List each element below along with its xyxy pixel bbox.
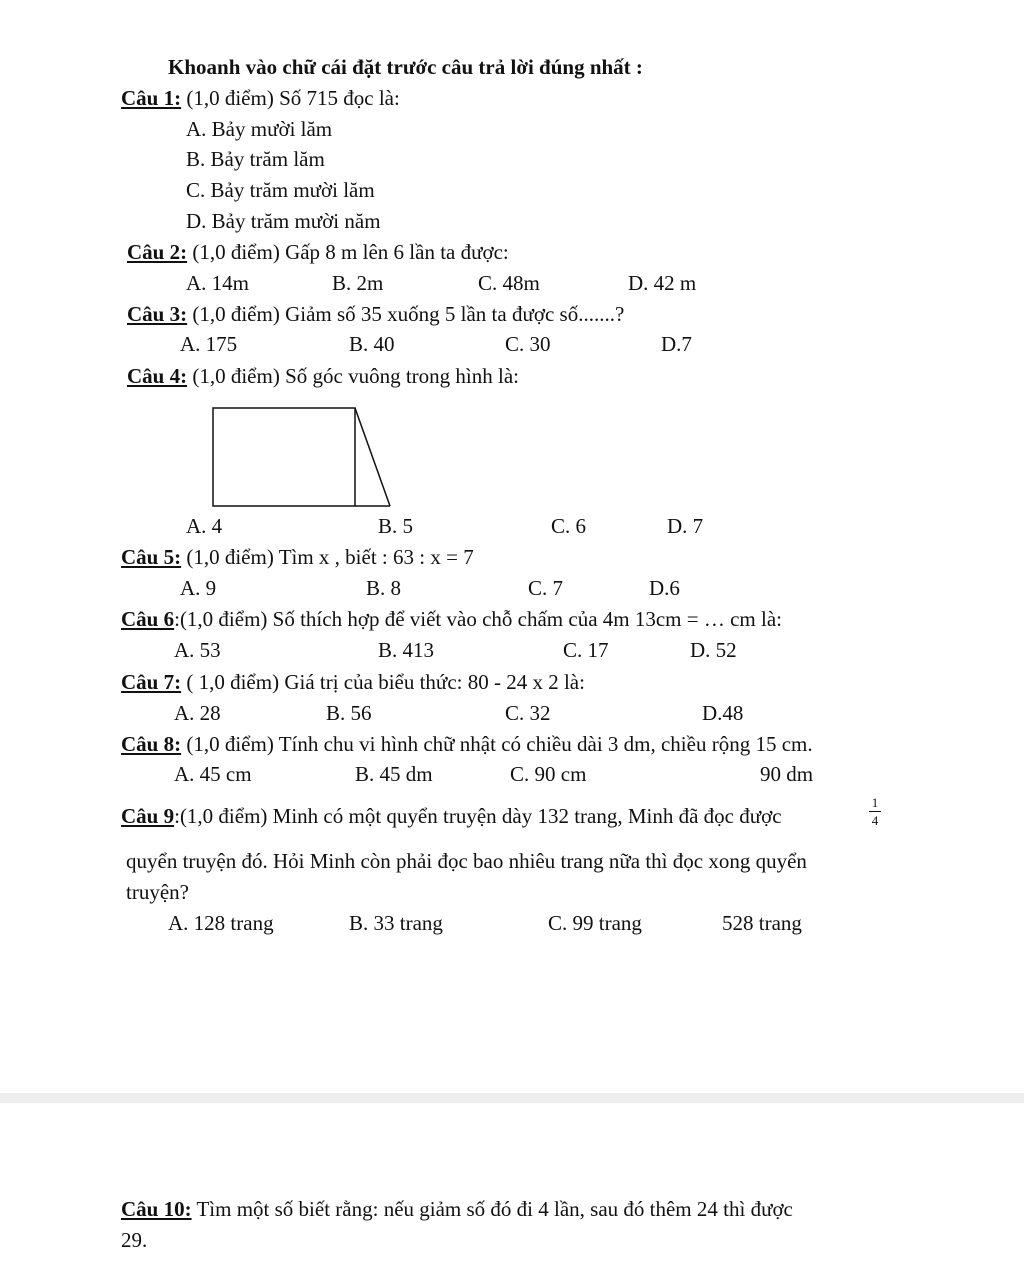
question-1-label: Câu 1: (121, 86, 182, 110)
q1-option-d: D. Bảy trăm mười năm (186, 209, 381, 233)
q5-option-c: C. 7 (528, 576, 564, 600)
q4-option-c: C. 6 (551, 514, 587, 538)
q3-option-a: A. 175 (180, 332, 238, 356)
question-8 (121, 734, 813, 755)
right-angle-figure (208, 404, 398, 510)
q9-option-c: C. 99 trang (548, 911, 642, 935)
figure-slanted-edge (355, 408, 390, 506)
q1-option-a: A. Bảy mười lăm (186, 117, 333, 141)
q8-option-b: B. 45 dm (355, 762, 433, 786)
question-10-text: Tìm một số biết rằng: nếu giảm số đó đi 4 lần, sau đó thêm 24 thì được (191, 1197, 793, 1221)
fraction-denominator: 4 (871, 813, 879, 828)
question-3 (127, 304, 624, 325)
question-7 (121, 672, 585, 693)
q2-option-d: D. 42 m (628, 271, 697, 295)
question-4-label: Câu 4: (127, 364, 188, 388)
question-9 (121, 806, 782, 827)
q7-option-b: B. 56 (326, 701, 372, 725)
q3-option-c: C. 30 (505, 332, 551, 356)
q5-option-a: A. 9 (180, 576, 217, 600)
q3-option-b: B. 40 (349, 332, 395, 356)
question-6-text: :(1,0 điểm) Số thích hợp để viết vào chỗ chấm của 4m 13cm = … cm là: (174, 607, 782, 631)
question-2 (127, 242, 509, 263)
q4-option-b: B. 5 (378, 514, 414, 538)
q1-option-b: B. Bảy trăm lăm (186, 147, 325, 171)
question-1 (121, 88, 400, 109)
page-separator (0, 1093, 1024, 1103)
question-10 (121, 1199, 793, 1220)
question-10-line-2: 29. (121, 1228, 148, 1252)
fraction-numerator: 1 (869, 796, 881, 812)
q5-option-d: D.6 (649, 576, 680, 600)
q1-option-c: C. Bảy trăm mười lăm (186, 178, 375, 202)
q5-option-b: B. 8 (366, 576, 402, 600)
q7-option-c: C. 32 (505, 701, 551, 725)
question-5-text: (1,0 điểm) Tìm x , biết : 63 : x = 7 (181, 545, 474, 569)
instruction-heading: Khoanh vào chữ cái đặt trước câu trả lời đúng nhất : (168, 55, 643, 79)
q4-option-d: D. 7 (667, 514, 704, 538)
question-5 (121, 547, 474, 568)
q4-option-a: A. 4 (186, 514, 223, 538)
question-9-text: :(1,0 điểm) Minh có một quyển truyện dày 132 trang, Minh đã đọc được (174, 804, 782, 828)
q6-option-b: B. 413 (378, 638, 435, 662)
figure-rectangle (213, 408, 355, 506)
question-10-label: Câu 10: (121, 1197, 192, 1221)
q6-option-a: A. 53 (174, 638, 221, 662)
q2-option-b: B. 2m (332, 271, 384, 295)
question-7-label: Câu 7: (121, 670, 182, 694)
q3-option-d: D.7 (661, 332, 692, 356)
q2-option-a: A. 14m (186, 271, 249, 295)
question-4 (127, 366, 519, 387)
question-7-text: ( 1,0 điểm) Giá trị của biểu thức: 80 - 24 x 2 là: (181, 670, 585, 694)
question-6-label: Câu 6 (121, 607, 175, 631)
q6-option-d: D. 52 (690, 638, 737, 662)
q8-option-c: C. 90 cm (510, 762, 587, 786)
question-8-label: Câu 8: (121, 732, 182, 756)
question-3-text: (1,0 điểm) Giảm số 35 xuống 5 lần ta được số.......? (187, 302, 625, 326)
fraction-one-quarter (869, 796, 881, 827)
question-3-label: Câu 3: (127, 302, 188, 326)
question-2-label: Câu 2: (127, 240, 188, 264)
question-4-text: (1,0 điểm) Số góc vuông trong hình là: (187, 364, 519, 388)
question-8-text: (1,0 điểm) Tính chu vi hình chữ nhật có chiều dài 3 dm, chiều rộng 15 cm. (181, 732, 813, 756)
q9-option-d: 528 trang (722, 911, 802, 935)
q7-option-a: A. 28 (174, 701, 221, 725)
q2-option-c: C. 48m (478, 271, 540, 295)
question-2-text: (1,0 điểm) Gấp 8 m lên 6 lần ta được: (187, 240, 509, 264)
question-6 (121, 609, 782, 630)
q8-option-d: 90 dm (760, 762, 814, 786)
question-5-label: Câu 5: (121, 545, 182, 569)
q8-option-a: A. 45 cm (174, 762, 252, 786)
q7-option-d: D.48 (702, 701, 744, 725)
question-9-label: Câu 9 (121, 804, 175, 828)
question-1-text: (1,0 điểm) Số 715 đọc là: (181, 86, 400, 110)
question-9-line-2: quyển truyện đó. Hỏi Minh còn phải đọc bao nhiêu trang nữa thì đọc xong quyển (126, 849, 807, 873)
worksheet-page-2 (0, 1103, 1024, 1280)
q9-option-b: B. 33 trang (349, 911, 443, 935)
q6-option-c: C. 17 (563, 638, 609, 662)
question-9-line-3: truyện? (126, 880, 189, 904)
q9-option-a: A. 128 trang (168, 911, 274, 935)
